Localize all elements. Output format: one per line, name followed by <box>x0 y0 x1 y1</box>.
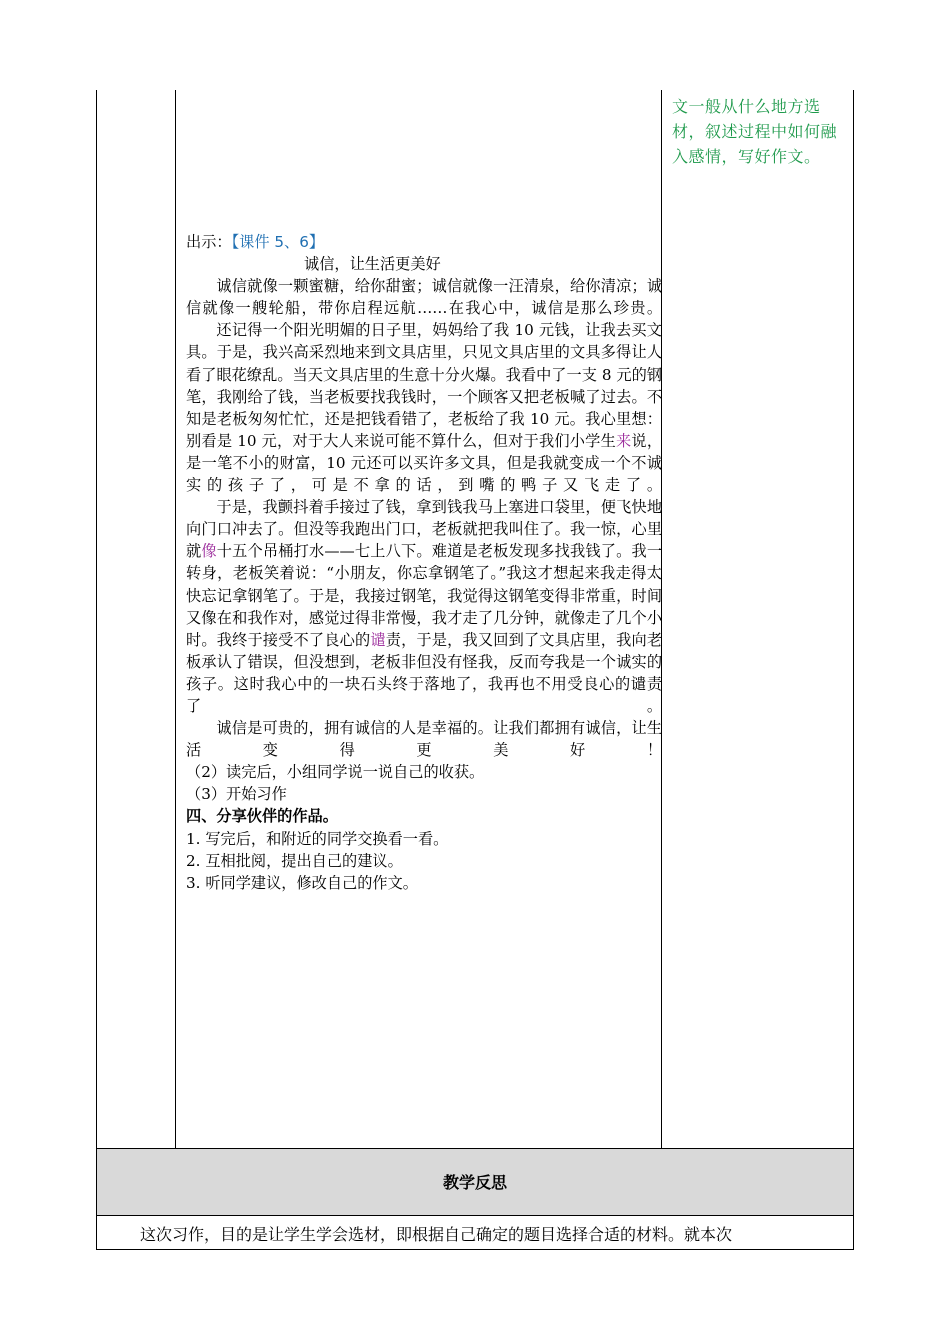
section-4-item: 3. 听同学建议，修改自己的作文。 <box>186 873 418 892</box>
essay-p2-highlight: 来 <box>616 431 632 450</box>
show-line <box>186 231 662 253</box>
lesson-content <box>186 231 662 894</box>
essay-p3-text: 于是，我颤抖着手接过了钱，拿到钱我马上塞进口袋里，便飞快地向门口冲去了。但没等我跑出门口，老板就把我叫住了。我一惊，心里就 <box>186 498 662 561</box>
essay-paragraph-4: 诚信是可贵的，拥有诚信的人是幸福的。让我们都拥有诚信，让生活变得更美好！ <box>186 719 662 760</box>
essay-p3-rest: 十五个吊桶打水——七上八下。难道是老板发现多找我钱了。我一转身，老板笑着说：“小朋友，你忘拿钢笔了。”我这才想起来我走得太快忘记拿钢笔了。于是，我接过钢笔，我觉得这钢笔变得非常重，时间又像在和我作对，感觉过得非常慢，我才走了几分钟，就像走了几个小时。我终于接受不了良心的 <box>186 542 663 649</box>
reflection-title: 教学反思 <box>442 1173 507 1192</box>
essay-title: 诚信，让生活更美好 <box>304 255 441 274</box>
essay-p3-rest-2: 责，于是，我又回到了文具店里，我向老板承认了错误，但没想到，老板非但没有怪我，反而夸我是一个诚实的孩子。这时我心中的一块石头终于落地了，我再也不用受良心的谴责了。 <box>186 630 663 715</box>
essay-paragraph-1: 诚信就像一颗蜜糖，给你甜蜜；诚信就像一汪清泉，给你清凉；诚信就像一艘轮船，带你启程远航……在我心中，诚信是那么珍贵。 <box>186 277 662 318</box>
essay-paragraph-2 <box>186 319 662 496</box>
essay-paragraph-3 <box>186 496 662 717</box>
essay-p3-highlight-2: 谴 <box>370 630 386 649</box>
column-divider-left <box>175 90 176 1148</box>
courseware-link: 【课件 5、6】 <box>231 233 325 251</box>
step-2: （2）读完后，小组同学说一说自己的收获。 <box>186 763 485 782</box>
show-prefix: 出示： <box>186 233 232 251</box>
section-4-heading: 四、分享伙伴的作品。 <box>186 807 338 826</box>
step-3: （3）开始习作 <box>186 785 287 804</box>
reflection-text: 这次习作，目的是让学生学会选材，即根据自己确定的题目选择合适的材料。就本次 <box>140 1225 733 1244</box>
teaching-note: 文一般从什么地方选材，叙述过程中如何融入感情，写好作文。 <box>672 97 838 166</box>
section-4-item: 2. 互相批阅，提出自己的建议。 <box>186 851 403 870</box>
essay-p3-highlight: 像 <box>201 542 217 561</box>
section-4-item: 1. 写完后，和附近的同学交换看一看。 <box>186 829 449 848</box>
essay-p2-text: 还记得一个阳光明媚的日子里，妈妈给了我 10 元钱，让我去买文具。于是，我兴高采烈地来到文具店里，只见文具店里的文具多得让人看了眼花缭乱。当天文具店里的生意十分火爆。我看中了一支 8 元的钢笔，我刚给了钱，当老板要找我钱时，一个顾客又把老板喊了过去。不知是老板匆匆忙忙，还是把钱看错了，老板给了我 10 元。我心里想：别看是 10 元，对于大人来说可能不算什么，但对于我们小学生 <box>186 321 662 450</box>
row-divider-reflection-bottom <box>97 1215 853 1216</box>
essay-p2-rest: 说，是一笔不小的财富，10 元还可以买许多文具，但是我就变成一个不诚实的孩子了，可是不拿的话，到嘴的鸭子又飞走了。 <box>186 431 663 495</box>
